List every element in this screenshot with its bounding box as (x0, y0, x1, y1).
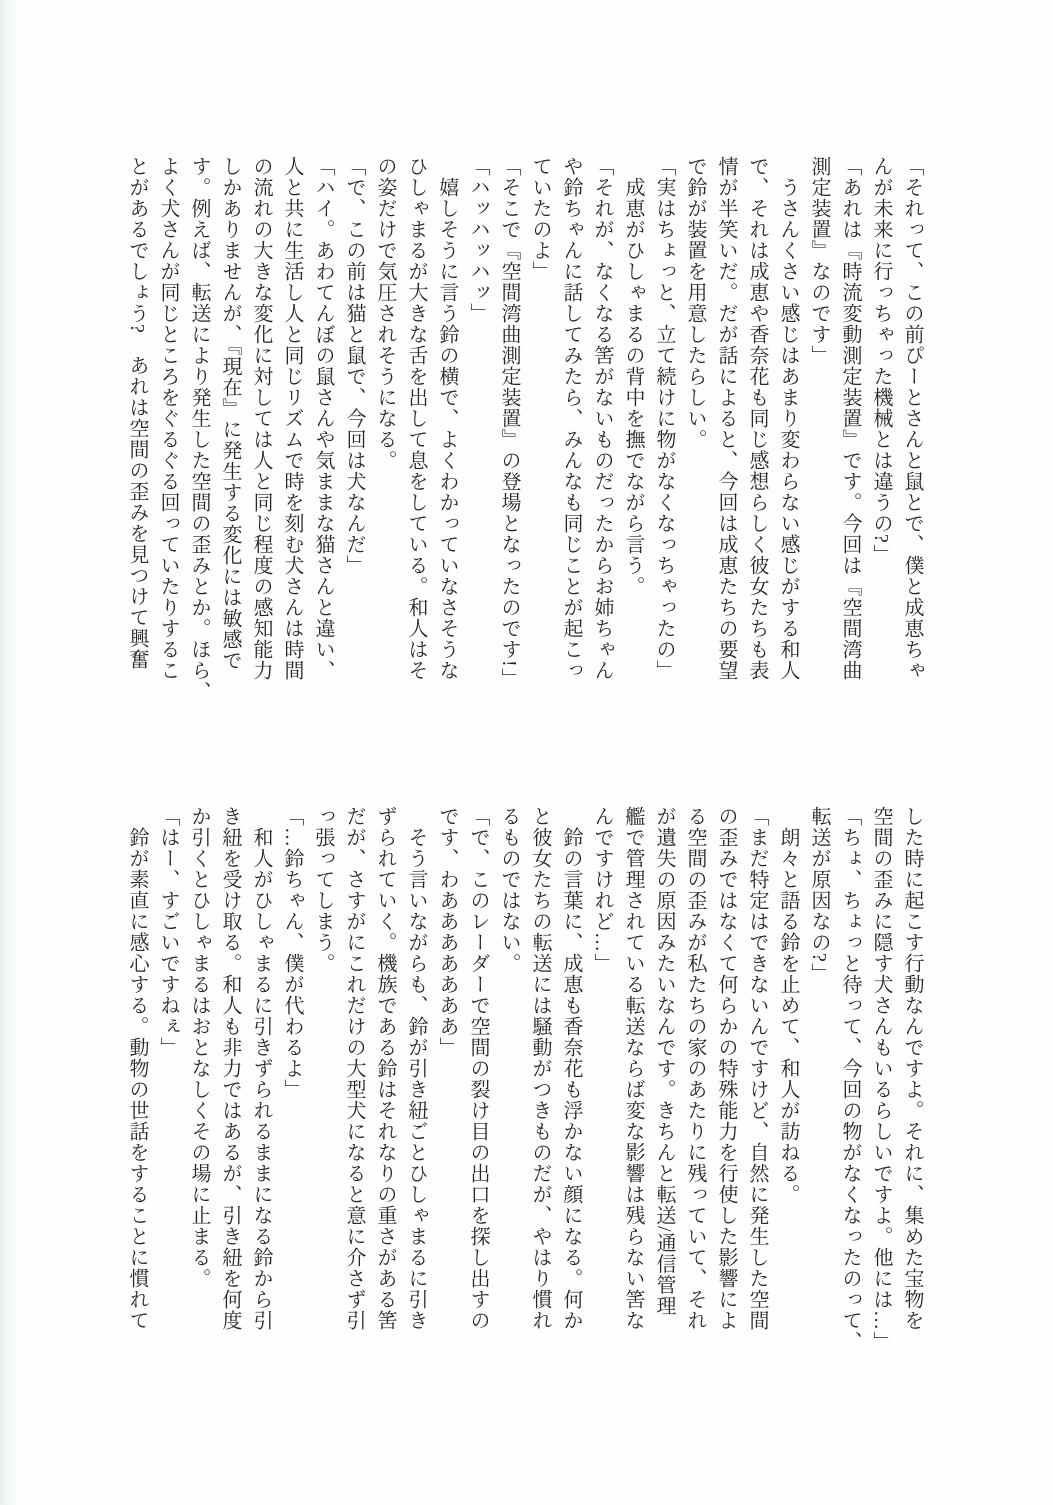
text-line: と彼女たちの転送には騒動がつきものだが、やはり慣れ (529, 806, 551, 1331)
text-line: 「あれは『時流変動測定装置』です。今回は『空間湾曲 (839, 156, 861, 681)
text-line: ていたのよ」 (529, 156, 551, 282)
text-line: 「で、このレーダーで空間の裂け目の出口を探し出すの (467, 806, 489, 1331)
text-line: で鈴が装置を用意したらしい。 (684, 156, 706, 450)
text-line: しかありませんが、『現在』に発生する変化には敏感で (219, 156, 241, 671)
text-line: る空間の歪みが私たちの家のあたりに残っていて、それ (684, 806, 706, 1331)
text-line: 朗々と語る鈴を止めて、和人が訪ねる。 (777, 806, 799, 1205)
text-line: 「ちょ、ちょっと待って、今回の物がなくなったのって、 (839, 806, 861, 1352)
text-line: の歪みではなくて何らかの特殊能力を行使した影響によ (715, 806, 737, 1331)
text-line: 「で、この前は猫と鼠で、今回は犬なんだ」 (343, 156, 365, 576)
text-line: 人と共に生活し人と同じリズムで時を刻む犬さんは時間 (281, 156, 303, 681)
text-line: す。例えば、転送により発生した空間の歪みとか。ほら、 (188, 156, 210, 702)
text-line: で、それは成恵や香奈花も同じ感想らしく彼女たちも表 (746, 156, 768, 681)
text-line: ひしゃまるが大きな舌を出して息をしている。和人はそ (405, 156, 427, 681)
text-line: が遺失の原因みたいなんです。きちんと転送/通信管理 (653, 806, 675, 1317)
top-text-block (121, 156, 927, 708)
text-line: 「ハイ。あわてんぼの鼠さんや気ままな猫さんと違い、 (312, 156, 334, 681)
text-line: だが、さすがにこれだけの大型犬になると意に介さず引 (343, 806, 365, 1331)
text-line: るものではない。 (498, 806, 520, 974)
text-line: 転送が原因なの?」 (808, 806, 830, 984)
text-line: か引くとひしゃまるはおとなしくその場に止まる。 (188, 806, 210, 1289)
text-line: っ張ってしまう。 (312, 806, 334, 974)
text-line: 和人がひしゃまるに引きずられるままになる鈴から引 (250, 806, 272, 1331)
text-line: 「まだ特定はできないんですけど、自然に発生した空間 (746, 806, 768, 1331)
text-line: 測定装置』なのです」 (808, 156, 830, 366)
text-line: 「実はちょっと、立て続けに物がなくなっちゃったの」 (653, 156, 675, 681)
text-line: 成恵がひしゃまるの背中を撫でながら言う。 (622, 156, 644, 597)
text-line: 嬉しそうに言う鈴の横で、よくわかっていなさそうな (436, 156, 458, 681)
text-line: んが未来に行っちゃった機械とは違うの?」 (870, 156, 892, 565)
text-line: うさんくさい感じはあまり変わらない感じがする和人 (777, 156, 799, 681)
text-line: 「…鈴ちゃん、僕が代わるよ」 (281, 806, 303, 1100)
text-line: そう言いながらも、鈴が引き紐ごとひしゃまるに引き (405, 806, 427, 1331)
text-line: ずられていく。機族である鈴はそれなりの重さがある筈 (374, 806, 396, 1331)
text-line: 鈴が素直に感心する。動物の世話をすることに慣れて (126, 806, 148, 1331)
text-line: よく犬さんが同じところをぐるぐる回っていたりするこ (157, 156, 179, 681)
bottom-text-block (121, 806, 927, 1364)
text-line: 空間の歪みに隠す犬さんもいるらしいですよ。他には…」 (870, 806, 892, 1352)
scan-edge-artifact (0, 0, 16, 1505)
text-line: 「そこで『空間湾曲測定装置』の登場となったのです!」 (498, 156, 520, 689)
text-line: き紐を受け取る。和人も非力ではあるが、引き紐を何度 (219, 806, 241, 1331)
text-line: 「それが、なくなる筈がないものだったからお姉ちゃん (591, 156, 613, 681)
text-line: 「はー、すごいですねぇ」 (157, 806, 179, 1058)
text-line: とがあるでしょう? あれは空間の歪みを見つけて興奮 (126, 156, 148, 670)
text-line: 「ハッハッハッ」 (467, 156, 489, 324)
text-line: んですけれど…」 (591, 806, 613, 974)
text-line: 「それって、この前ぴーとさんと鼠とで、僕と成恵ちゃ (901, 156, 923, 681)
text-line: した時に起こす行動なんですよ。それに、集めた宝物を (901, 806, 923, 1331)
text-line: の姿だけで気圧されそうになる。 (374, 156, 396, 471)
text-line: 情が半笑いだ。だが話によると、今回は成恵たちの要望 (715, 156, 737, 681)
text-line: 鈴の言葉に、成恵も香奈花も浮かない顔になる。何か (560, 806, 582, 1331)
text-line: です、わあああああああ」 (436, 806, 458, 1058)
text-line: 艦で管理されている転送ならば変な影響は残らない筈な (622, 806, 644, 1331)
text-line: の流れの大きな変化に対しては人と同じ程度の感知能力 (250, 156, 272, 681)
text-line: や鈴ちゃんに話してみたら、みんなも同じことが起こっ (560, 156, 582, 681)
